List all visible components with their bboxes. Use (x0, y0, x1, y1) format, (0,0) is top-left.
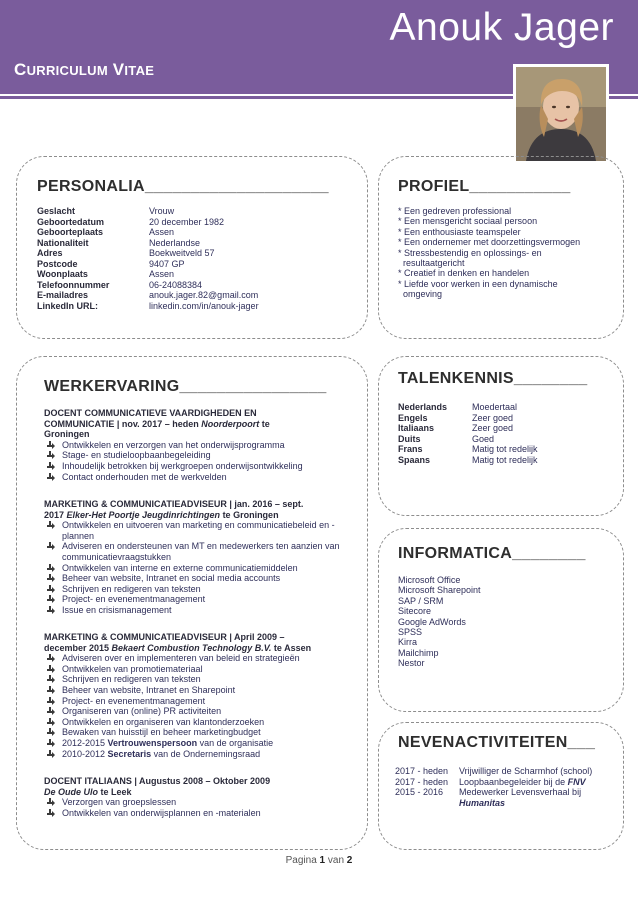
arrow-bullet-icon (47, 451, 55, 459)
job-4-tasks (44, 797, 356, 818)
talenkennis-heading: TALENKENNIS________ (398, 370, 588, 387)
language-row (398, 434, 538, 445)
personalia-row (37, 280, 259, 291)
task-item: Ontwikkelen en organiseren van klantonderzoeken (44, 717, 356, 728)
personalia-value: Assen (149, 227, 175, 237)
nevenactiviteit-text: Medewerker Levensverhaal bij Humanitas (459, 787, 582, 808)
task-item: Ontwikkelen van onderwijsplannen en -materialen (44, 808, 356, 819)
personalia-label: LinkedIn URL: (37, 300, 98, 311)
task-item: Beheer van website, Intranet en Sharepoint (44, 685, 356, 696)
personalia-label: Woonplaats (37, 269, 88, 279)
job-4-heading: DOCENT ITALIAANS | Augustus 2008 – Oktober 2009 De Oude Ulo te Leek (44, 776, 271, 797)
language-row (398, 444, 538, 455)
job-2-tasks (44, 520, 356, 615)
personalia-row (37, 301, 259, 312)
language-label: Spaans (398, 454, 431, 465)
informatica-item: Microsoft Office (398, 575, 461, 585)
task-item: Adviseren over en implementeren van beleid en strategieën (44, 653, 356, 664)
nevenactiviteiten-heading: NEVENACTIVITEITEN___ (398, 734, 596, 751)
profiel-heading: PROFIEL___________ (398, 178, 571, 195)
language-level-value: Zeer goed (472, 412, 514, 423)
profiel-item: * Een enthousiaste teamspeler (398, 226, 521, 237)
arrow-bullet-icon (47, 574, 55, 582)
language-row (398, 423, 538, 434)
nevenactiviteiten-list (395, 766, 617, 808)
arrow-bullet-icon (47, 462, 55, 470)
arrow-bullet-icon (47, 585, 55, 593)
task-item: 2012-2015 Vertrouwenspersoon van de organisatie (44, 738, 356, 749)
job-1-heading: DOCENT COMMUNICATIEVE VAARDIGHEDEN EN COMMUNICATIE | nov. 2017 – heden Noorderpoort te Groningen (44, 408, 270, 440)
talenkennis-list (398, 402, 538, 465)
informatica-item: Sitecore (398, 606, 432, 617)
arrow-bullet-icon (47, 564, 55, 572)
profiel-item: * Stressbestendig en oplossings- en (398, 247, 542, 258)
language-level-value: Moedertaal (472, 402, 518, 412)
profiel-item: resultaatgericht (398, 258, 465, 269)
personalia-label: Geboorteplaats (37, 227, 104, 237)
page-footer: Pagina 1 van 2 (285, 855, 353, 866)
personalia-row (37, 238, 259, 249)
language-label: Engels (398, 412, 428, 423)
job-3 (44, 632, 356, 759)
personalia-value: Vrouw (149, 206, 175, 216)
language-level-value: Zeer goed (472, 423, 514, 433)
language-level-value: Goed (472, 433, 495, 444)
nevenactiviteit-period: 2015 - 2016 (395, 787, 444, 798)
personalia-value: 20 december 1982 (149, 216, 225, 227)
personalia-row (37, 206, 259, 217)
arrow-bullet-icon (47, 686, 55, 694)
personalia-row (37, 290, 259, 301)
nevenactiviteit-row (395, 787, 617, 808)
task-item: Stage- en studieloopbaanbegeleiding (44, 450, 356, 461)
informatica-item: Mailchimp (398, 647, 439, 658)
language-level-value: Matig tot redelijk (472, 454, 538, 465)
profiel-item: omgeving (398, 289, 443, 300)
profiel-item: * Creatief in denken en handelen (398, 268, 530, 279)
language-label: Italiaans (398, 423, 435, 433)
task-item: Schrijven en redigeren van teksten (44, 584, 356, 595)
personalia-label: Nationaliteit (37, 237, 89, 248)
personalia-row (37, 217, 259, 228)
arrow-bullet-icon (47, 707, 55, 715)
candidate-name: Anouk Jager (389, 6, 614, 49)
task-item: Contact onderhouden met de werkvelden (44, 472, 356, 483)
personalia-value: 06-24088384 (149, 279, 203, 290)
personalia-label: Geslacht (37, 206, 76, 216)
nevenactiviteit-text: Vrijwilliger de Scharmhof (school) (459, 766, 593, 776)
arrow-bullet-icon (47, 798, 55, 806)
task-item: Project- en evenementmanagement (44, 594, 356, 605)
arrow-bullet-icon (47, 809, 55, 817)
task-item: Ontwikkelen van promotiemateriaal (44, 664, 356, 675)
nevenactiviteit-text: Loopbaanbegeleider bij de FNV (459, 776, 586, 787)
personalia-row (37, 248, 259, 259)
arrow-bullet-icon (47, 697, 55, 705)
arrow-bullet-icon (47, 728, 55, 736)
arrow-bullet-icon (47, 606, 55, 614)
profiel-item: * Een gedreven professional (398, 206, 512, 216)
personalia-value: Assen (149, 269, 175, 279)
informatica-item: SAP / SRM (398, 595, 444, 606)
language-row (398, 413, 538, 424)
nevenactiviteit-row (395, 766, 617, 777)
informatica-item: Nestor (398, 658, 425, 669)
informatica-list (398, 575, 481, 669)
task-item: Inhoudelijk betrokken bij werkgroepen onderwijsontwikkeling (44, 461, 356, 472)
language-level-value: Matig tot redelijk (472, 444, 538, 454)
job-1 (44, 408, 356, 482)
job-2-heading: MARKETING & COMMUNICATIEADVISEUR | jan. 2016 – sept. 2017 Elker-Het Poortje Jeugdinrichtingen te Groningen (44, 499, 304, 520)
task-item: Project- en evenementmanagement (44, 696, 356, 707)
task-item: Issue en crisismanagement (44, 605, 356, 616)
nevenactiviteit-row (395, 777, 617, 788)
job-2 (44, 499, 356, 616)
arrow-bullet-icon (47, 521, 55, 529)
personalia-label: E-mailadres (37, 290, 89, 300)
language-label: Nederlands (398, 402, 448, 412)
profile-photo (513, 64, 609, 164)
profiel-item: * Een ondernemer met doorzettingsvermogen (398, 237, 581, 248)
language-row (398, 402, 538, 413)
arrow-bullet-icon (47, 750, 55, 758)
personalia-row (37, 269, 259, 280)
arrow-bullet-icon (47, 739, 55, 747)
arrow-bullet-icon (47, 542, 55, 550)
personalia-value: linkedin.com/in/anouk-jager (149, 300, 259, 311)
arrow-bullet-icon (47, 665, 55, 673)
task-item: Ontwikkelen en uitvoeren van marketing en communicatiebeleid en -plannen (44, 520, 356, 541)
profiel-item: * Liefde voor werken in een dynamische (398, 278, 558, 289)
informatica-item: Google AdWords (398, 616, 466, 627)
personalia-value: Nederlandse (149, 237, 201, 248)
informatica-item: Kirra (398, 637, 418, 648)
task-item: Adviseren en ondersteunen van MT en medewerkers ten aanzien van communicatievraagstukken (44, 541, 356, 562)
job-3-heading: MARKETING & COMMUNICATIEADVISEUR | April 2009 – december 2015 Bekaert Combustion Technology B.V. te Assen (44, 632, 312, 653)
personalia-label: Geboortedatum (37, 216, 105, 227)
arrow-bullet-icon (47, 473, 55, 481)
task-item: Schrijven en redigeren van teksten (44, 674, 356, 685)
personalia-label: Postcode (37, 258, 78, 269)
arrow-bullet-icon (47, 441, 55, 449)
job-4 (44, 776, 356, 818)
personalia-row (37, 227, 259, 238)
personalia-row (37, 259, 259, 270)
personalia-label: Telefoonnummer (37, 279, 110, 290)
informatica-item: SPSS (398, 627, 423, 638)
informatica-item: Microsoft Sharepoint (398, 585, 481, 596)
task-item: 2010-2012 Secretaris van de Ondernemingsraad (44, 749, 356, 760)
profiel-list (398, 206, 580, 300)
arrow-bullet-icon (47, 654, 55, 662)
personalia-label: Adres (37, 248, 63, 258)
task-item: Ontwikkelen van interne en externe communicatiemiddelen (44, 563, 356, 574)
personalia-value: anouk.jager.82@gmail.com (149, 290, 259, 300)
job-3-tasks (44, 653, 356, 759)
job-1-tasks (44, 440, 356, 482)
task-item: Ontwikkelen en verzorgen van het onderwijsprogramma (44, 440, 356, 451)
document-title: CURRICULUM VITAE (14, 60, 155, 79)
personalia-heading: PERSONALIA____________________ (37, 178, 329, 195)
arrow-bullet-icon (47, 595, 55, 603)
nevenactiviteit-period: 2017 - heden (395, 766, 449, 776)
personalia-list (37, 206, 259, 311)
task-item: Organiseren van (online) PR activiteiten (44, 706, 356, 717)
language-label: Frans (398, 444, 423, 454)
nevenactiviteit-period: 2017 - heden (395, 776, 449, 787)
profiel-item: * Een mensgericht sociaal persoon (398, 216, 538, 227)
task-item: Verzorgen van groepslessen (44, 797, 356, 808)
werkervaring-heading: WERKERVARING________________ (44, 378, 327, 395)
personalia-value: Boekweitveld 57 (149, 248, 215, 258)
personalia-value: 9407 GP (149, 258, 185, 269)
language-label: Duits (398, 433, 421, 444)
informatica-heading: INFORMATICA________ (398, 545, 586, 562)
task-item: Bewaken van huisstijl en beheer marketingbudget (44, 727, 356, 738)
arrow-bullet-icon (47, 718, 55, 726)
task-item: Beheer van website, Intranet en social media accounts (44, 573, 356, 584)
language-row (398, 455, 538, 466)
arrow-bullet-icon (47, 675, 55, 683)
